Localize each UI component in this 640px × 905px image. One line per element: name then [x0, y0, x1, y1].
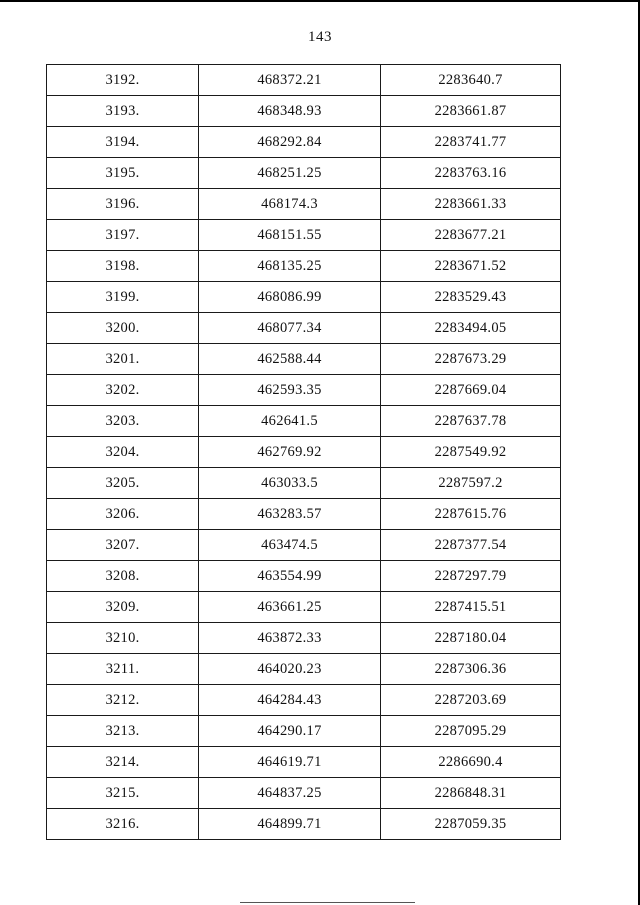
- x-coordinate-cell: 464020.23: [199, 654, 381, 685]
- point-number-cell: 3214.: [47, 747, 199, 778]
- y-coordinate-cell: 2283763.16: [381, 158, 561, 189]
- x-coordinate-cell: 464284.43: [199, 685, 381, 716]
- table-row: [47, 499, 561, 530]
- y-coordinate-cell: 2287095.29: [381, 716, 561, 747]
- point-number-cell: 3197.: [47, 220, 199, 251]
- table-row: [47, 189, 561, 220]
- page-number: 143: [308, 29, 332, 45]
- point-number-cell: 3205.: [47, 468, 199, 499]
- y-coordinate-cell: 2287203.69: [381, 685, 561, 716]
- table-row: [47, 468, 561, 499]
- x-coordinate-cell: 462588.44: [199, 344, 381, 375]
- y-coordinate-cell: 2287306.36: [381, 654, 561, 685]
- point-number-cell: 3212.: [47, 685, 199, 716]
- y-coordinate-cell: 2283661.33: [381, 189, 561, 220]
- table-row: [47, 778, 561, 809]
- y-coordinate-cell: 2283529.43: [381, 282, 561, 313]
- point-number-cell: 3209.: [47, 592, 199, 623]
- table-row: [47, 96, 561, 127]
- x-coordinate-cell: 463554.99: [199, 561, 381, 592]
- point-number-cell: 3192.: [47, 65, 199, 96]
- table-row: [47, 654, 561, 685]
- y-coordinate-cell: 2283661.87: [381, 96, 561, 127]
- point-number-cell: 3204.: [47, 437, 199, 468]
- y-coordinate-cell: 2287597.2: [381, 468, 561, 499]
- point-number-cell: 3202.: [47, 375, 199, 406]
- x-coordinate-cell: 468251.25: [199, 158, 381, 189]
- bottom-rule: [240, 902, 415, 903]
- table-row: [47, 747, 561, 778]
- table-row: [47, 65, 561, 96]
- point-number-cell: 3200.: [47, 313, 199, 344]
- table-row: [47, 530, 561, 561]
- table-row: [47, 251, 561, 282]
- table-row: [47, 623, 561, 654]
- y-coordinate-cell: 2286848.31: [381, 778, 561, 809]
- x-coordinate-cell: 462593.35: [199, 375, 381, 406]
- y-coordinate-cell: 2287637.78: [381, 406, 561, 437]
- x-coordinate-cell: 468151.55: [199, 220, 381, 251]
- point-number-cell: 3203.: [47, 406, 199, 437]
- table-row: [47, 809, 561, 840]
- y-coordinate-cell: 2287377.54: [381, 530, 561, 561]
- point-number-cell: 3198.: [47, 251, 199, 282]
- x-coordinate-cell: 463033.5: [199, 468, 381, 499]
- point-number-cell: 3208.: [47, 561, 199, 592]
- table-row: [47, 158, 561, 189]
- y-coordinate-cell: 2283640.7: [381, 65, 561, 96]
- table-row: [47, 716, 561, 747]
- table-row: [47, 406, 561, 437]
- x-coordinate-cell: 464899.71: [199, 809, 381, 840]
- x-coordinate-cell: 462769.92: [199, 437, 381, 468]
- table-row: [47, 437, 561, 468]
- x-coordinate-cell: 468372.21: [199, 65, 381, 96]
- x-coordinate-cell: 468348.93: [199, 96, 381, 127]
- table-row: [47, 313, 561, 344]
- point-number-cell: 3195.: [47, 158, 199, 189]
- x-coordinate-cell: 464837.25: [199, 778, 381, 809]
- point-number-cell: 3216.: [47, 809, 199, 840]
- y-coordinate-cell: 2287297.79: [381, 561, 561, 592]
- x-coordinate-cell: 468086.99: [199, 282, 381, 313]
- y-coordinate-cell: 2287673.29: [381, 344, 561, 375]
- x-coordinate-cell: 464619.71: [199, 747, 381, 778]
- y-coordinate-cell: 2283677.21: [381, 220, 561, 251]
- x-coordinate-cell: 463474.5: [199, 530, 381, 561]
- y-coordinate-cell: 2287415.51: [381, 592, 561, 623]
- y-coordinate-cell: 2283741.77: [381, 127, 561, 158]
- x-coordinate-cell: 468135.25: [199, 251, 381, 282]
- y-coordinate-cell: 2286690.4: [381, 747, 561, 778]
- table-row: [47, 127, 561, 158]
- point-number-cell: 3199.: [47, 282, 199, 313]
- point-number-cell: 3196.: [47, 189, 199, 220]
- y-coordinate-cell: 2283671.52: [381, 251, 561, 282]
- table-row: [47, 282, 561, 313]
- table-body: [47, 65, 561, 840]
- scan-border-top: [0, 0, 640, 2]
- x-coordinate-cell: 462641.5: [199, 406, 381, 437]
- y-coordinate-cell: 2283494.05: [381, 313, 561, 344]
- coordinates-table: [46, 64, 561, 840]
- x-coordinate-cell: 468174.3: [199, 189, 381, 220]
- x-coordinate-cell: 464290.17: [199, 716, 381, 747]
- x-coordinate-cell: 468077.34: [199, 313, 381, 344]
- x-coordinate-cell: 463661.25: [199, 592, 381, 623]
- x-coordinate-cell: 463872.33: [199, 623, 381, 654]
- table-row: [47, 561, 561, 592]
- x-coordinate-cell: 468292.84: [199, 127, 381, 158]
- point-number-cell: 3206.: [47, 499, 199, 530]
- y-coordinate-cell: 2287549.92: [381, 437, 561, 468]
- point-number-cell: 3215.: [47, 778, 199, 809]
- y-coordinate-cell: 2287669.04: [381, 375, 561, 406]
- y-coordinate-cell: 2287615.76: [381, 499, 561, 530]
- point-number-cell: 3201.: [47, 344, 199, 375]
- point-number-cell: 3207.: [47, 530, 199, 561]
- table-row: [47, 375, 561, 406]
- table-row: [47, 220, 561, 251]
- point-number-cell: 3213.: [47, 716, 199, 747]
- point-number-cell: 3193.: [47, 96, 199, 127]
- point-number-cell: 3211.: [47, 654, 199, 685]
- table-row: [47, 685, 561, 716]
- point-number-cell: 3210.: [47, 623, 199, 654]
- y-coordinate-cell: 2287059.35: [381, 809, 561, 840]
- x-coordinate-cell: 463283.57: [199, 499, 381, 530]
- y-coordinate-cell: 2287180.04: [381, 623, 561, 654]
- table-row: [47, 592, 561, 623]
- point-number-cell: 3194.: [47, 127, 199, 158]
- table-row: [47, 344, 561, 375]
